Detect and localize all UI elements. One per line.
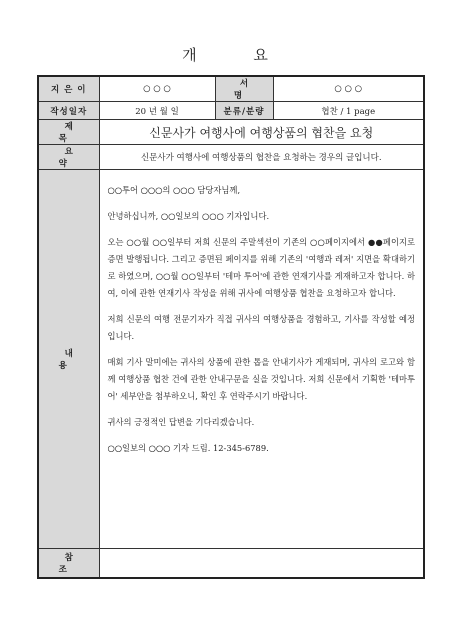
intro-text: 안녕하십니까, ○○일보의 ○○○ 기자입니다. xyxy=(107,211,270,221)
greeting-text: ○○투어 ○○○의 ○○○ 담당자님께, xyxy=(107,185,241,195)
paragraph-3: 매회 기사 말미에는 귀사의 상품에 관한 톱을 안내기사가 게재되며, 귀사의 로고와 함께 여행상품 협찬 건에 관한 안내구문을 실을 것입니다. 저희 신문에서 기획한 '테마투어' 세부안을 첨부하오니, 확인 후 연락주시기 바랍니다. xyxy=(107,357,415,401)
category-value[interactable]: 협찬 / 1 page xyxy=(273,102,424,120)
category-label: 분류/분량 xyxy=(215,102,273,120)
signature-label: 서 명 xyxy=(215,76,273,102)
date-label: 작성일자 xyxy=(38,102,99,120)
signature-value[interactable]: ○ ○ ○ xyxy=(273,76,424,102)
summary-row xyxy=(38,145,424,170)
reference-row xyxy=(38,549,424,579)
closing-text: ○○일보의 ○○○ 기자 드림. 12-345-6789. xyxy=(107,443,269,453)
subject-value[interactable]: 신문사가 여행사에 여행상품의 협찬을 요청 xyxy=(99,120,424,145)
paragraph-4: 귀사의 긍정적인 답변을 기다리겠습니다. xyxy=(107,417,255,427)
summary-form-table xyxy=(37,75,425,579)
date-value[interactable]: 20 년 월 일 xyxy=(99,102,215,120)
paragraph-1: 오는 ○○월 ○○일부터 저희 신문의 주말섹션이 기존의 ○○페이지에서 ●●페이지로 증면 발행됩니다. 그리고 증면된 페이지를 위해 기존의 '여행과 레저' 지면을 확대하기로 하였으며, ○○월 ○○일부터 '테마 투어'에 관한 연재기사를 게재하고자 합니다. 하여, 이에 관한 연재기사 작성을 위해 귀사에 여행상품 협찬을 요청하고자 합니다. xyxy=(107,237,415,298)
content-body[interactable] xyxy=(99,170,424,549)
content-row xyxy=(38,170,424,549)
reference-label: 참 조 xyxy=(38,549,99,579)
author-row xyxy=(38,76,424,102)
content-label: 내 용 xyxy=(38,170,99,549)
page-title: 개 요 xyxy=(182,46,294,64)
author-value[interactable]: ○ ○ ○ xyxy=(99,76,215,102)
date-row xyxy=(38,102,424,120)
summary-label: 요 약 xyxy=(38,145,99,170)
author-label: 지 은 이 xyxy=(38,76,99,102)
subject-label: 제 목 xyxy=(38,120,99,145)
paragraph-2: 저희 신문의 여행 전문기자가 직접 귀사의 여행상품을 경험하고, 기사를 작성할 예정입니다. xyxy=(107,314,415,341)
reference-value[interactable] xyxy=(99,549,424,579)
subject-row xyxy=(38,120,424,145)
summary-value[interactable]: 신문사가 여행사에 여행상품의 협찬을 요청하는 경우의 글입니다. xyxy=(99,145,424,170)
